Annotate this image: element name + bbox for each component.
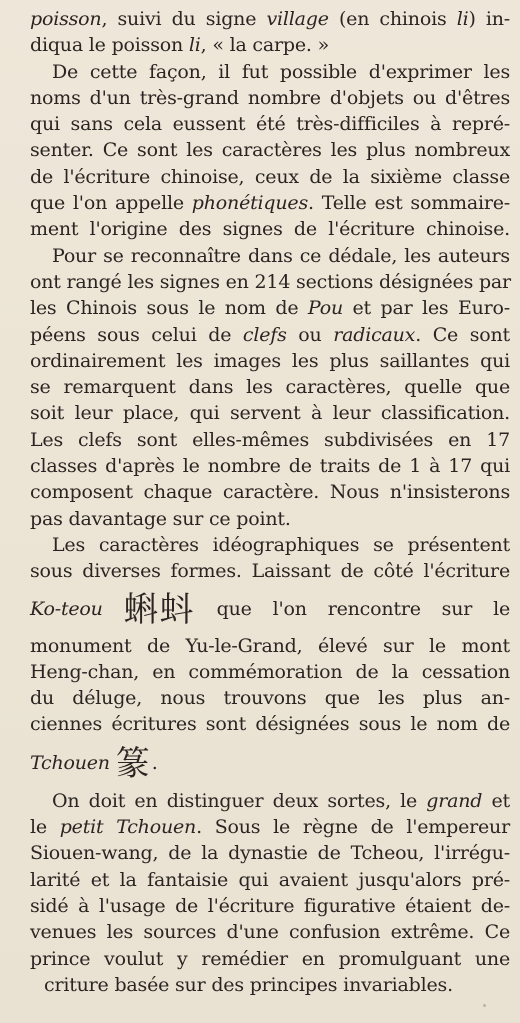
paragraph-start: Les caractères idéographiques se présentent <box>52 533 510 556</box>
text-line: senter. Ce sont les caractères les plus nombreux <box>30 139 510 162</box>
text-line: Les clefs sont elles-mêmes subdivisées en 17 <box>30 428 510 451</box>
text-line: les Chinois sous le nom de Pou et par les Euro- <box>30 297 510 320</box>
text-line: ordinairement les images les plus saillantes qui <box>30 349 510 372</box>
koteou-line: Ko-teou 蝌蚪 que l'on rencontre sur le <box>30 589 511 630</box>
page-text <box>30 6 510 998</box>
paragraph-start: De cette façon, il fut possible d'exprimer les <box>52 60 510 83</box>
paper-speck <box>483 1004 486 1007</box>
koteou-label: Ko-teou <box>30 597 103 620</box>
text-line: soit leur place, qui servent à leur classification. <box>30 402 510 425</box>
text-line: sous diverses formes. Laissant de côté l'écriture <box>30 560 510 583</box>
text-line: ciennes écritures sont désignées sous le nom de <box>30 713 510 736</box>
text-line: noms d'un très-grand nombre d'objets ou d'êtres <box>30 86 510 109</box>
text-line: criture basée sur des principes invariables. <box>44 973 453 996</box>
text-line: sidé à l'usage de l'écriture figurative étaient de- <box>30 894 510 917</box>
text-line: Siouen-wang, de la dynastie de Tcheou, l'irrégu- <box>30 842 510 865</box>
text-line: monument de Yu-le-Grand, élevé sur le mont <box>30 634 510 657</box>
text-line: le petit Tchouen. Sous le règne de l'empereur <box>30 816 510 839</box>
text-line: ment l'origine des signes de l'écriture chinoise. <box>30 218 510 241</box>
text-line: prince voulut y remédier en promulguant une <box>30 947 510 970</box>
paragraph-start: On doit en distinguer deux sortes, le grand et <box>52 789 510 812</box>
text-line-2: diqua le poisson li, « la carpe. » <box>30 34 329 57</box>
text-line: venues les sources d'une confusion extrême. Ce <box>30 921 510 944</box>
koteou-characters: 蝌蚪 <box>123 589 196 630</box>
text-line: ont rangé les signes en 214 sections désignées par <box>30 270 511 293</box>
tchouen-character: 篆 <box>115 743 152 784</box>
text-line: pas davantage sur ce point. <box>30 507 291 530</box>
text-line: composent chaque caractère. Nous n'insisterons <box>30 481 510 504</box>
text-line: se remarquent dans les caractères, quelle que <box>30 376 510 399</box>
tchouen-line: Tchouen 篆. <box>30 743 158 784</box>
paragraph-start: Pour se reconnaître dans ce dédale, les auteurs <box>52 244 510 267</box>
text-line: qui sans cela eussent été très-difficiles à repré- <box>30 113 510 136</box>
text-line-1: poisson, suivi du signe village (en chinois li) in- <box>30 8 510 30</box>
text-line: du déluge, nous trouvons que les plus an- <box>30 687 510 710</box>
text-line: classes d'après le nombre de traits de 1 à 17 qui <box>30 455 510 478</box>
text-line: péens sous celui de clefs ou radicaux. Ce sont <box>30 323 510 346</box>
tchouen-label: Tchouen <box>30 751 110 774</box>
text-line: Heng-chan, en commémoration de la cessation <box>30 660 510 683</box>
text-line: larité et la fantaisie qui avaient jusqu'alors pré- <box>30 868 510 891</box>
text-line: que l'on appelle phonétiques. Telle est sommaire- <box>30 192 510 215</box>
text-line: de l'écriture chinoise, ceux de la sixième classe <box>30 165 510 188</box>
